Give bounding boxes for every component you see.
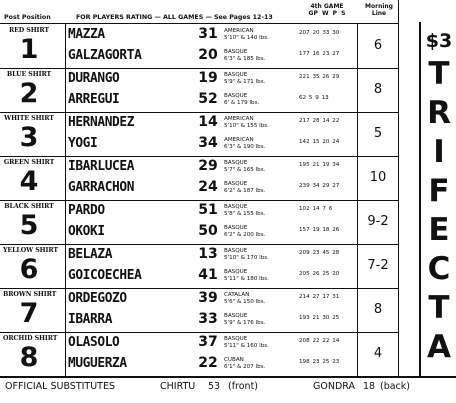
player-name: GARRACHON — [68, 179, 135, 195]
player-origin: BASQUE — [224, 248, 248, 254]
morning-line-odds: 8 — [373, 302, 383, 317]
player-size: 5'10" & 155 lbs. — [224, 123, 269, 129]
official-substitutes-label: OFFICIAL SUBSTITUTES — [5, 381, 116, 392]
post-number: 8 — [19, 342, 39, 373]
header-rule — [0, 23, 398, 24]
morning-line-odds: 8 — [373, 82, 383, 97]
shirt-color-label: BLACK SHIRT — [4, 203, 54, 210]
row-separator — [0, 332, 398, 333]
post-number: 5 — [19, 210, 39, 241]
post-number: 2 — [19, 78, 39, 109]
player-number: 41 — [198, 267, 218, 283]
player-origin: CUBAN — [224, 357, 244, 363]
post-position-8 — [3, 335, 58, 373]
player-stats: 195 21 19 34 — [299, 162, 340, 168]
player-size: 6'2" & 200 lbs. — [224, 232, 266, 238]
trifecta-border-left — [419, 22, 421, 377]
player-origin: BASQUE — [224, 160, 248, 166]
player-origin: AMERICAN — [224, 137, 254, 143]
stats-heading — [297, 3, 357, 17]
player-size: 5'7" & 165 lbs. — [224, 167, 266, 173]
player-stats: 205 26 25 20 — [299, 271, 340, 277]
player-number: 39 — [198, 290, 218, 306]
player-name: DURANGO — [68, 70, 120, 86]
player-size: 5'10" & 140 lbs. — [224, 35, 269, 41]
player-number: 29 — [198, 158, 218, 174]
player-size: 5'11" & 160 lbs. — [224, 343, 269, 349]
player-size: 5'9" & 176 lbs. — [224, 320, 266, 326]
player-stats: 198 23 25 23 — [299, 359, 340, 365]
trifecta-letter: T — [428, 56, 450, 92]
trifecta-letter: T — [428, 290, 450, 326]
player-origin: BASQUE — [224, 269, 248, 275]
post-position-3 — [3, 115, 55, 151]
morning-line-odds: 10 — [369, 170, 387, 185]
player-origin: BASQUE — [224, 181, 248, 187]
player-stats: 102 14 7 6 — [299, 206, 333, 212]
shirt-color-label: BROWN SHIRT — [3, 291, 57, 298]
player-number: 19 — [198, 70, 218, 86]
substitute-2-number: 18 — [363, 381, 376, 392]
player-origin: CATALAN — [224, 292, 250, 298]
post-number: 3 — [19, 122, 39, 153]
player-size: 5'9" & 171 lbs. — [224, 79, 266, 85]
post-number: 6 — [19, 254, 39, 285]
morning-line-odds: 6 — [373, 38, 383, 53]
column-divider-right — [398, 0, 399, 377]
row-separator — [0, 244, 398, 245]
player-name: YOGI — [68, 135, 98, 151]
player-number: 34 — [198, 135, 218, 151]
player-stats: 221 35 26 29 — [299, 74, 340, 80]
row-separator — [0, 288, 398, 289]
player-number: 14 — [198, 114, 218, 130]
player-stats: 209 23 45 28 — [299, 250, 340, 256]
player-number: 33 — [198, 311, 218, 327]
morning-line-odds: 7-2 — [367, 258, 389, 273]
post-position-2 — [3, 71, 55, 107]
row-separator — [0, 200, 398, 201]
player-stats: 142 15 20 24 — [299, 139, 340, 145]
player-name: IBARRA — [68, 311, 113, 327]
trifecta-letter: A — [427, 329, 451, 365]
post-position-5 — [3, 203, 55, 239]
player-origin: BASQUE — [224, 313, 248, 319]
game-label: 4th GAME — [310, 3, 344, 10]
player-number: 31 — [198, 26, 218, 42]
player-size: 6' & 179 lbs. — [224, 100, 260, 106]
substitute-1-name: CHIRTU — [160, 381, 196, 392]
morning-line-odds: 9-2 — [367, 214, 389, 229]
player-name: HERNANDEZ — [68, 114, 135, 130]
player-stats: 214 27 17 31 — [299, 294, 340, 300]
player-number: 50 — [198, 223, 218, 239]
player-name: ORDEGOZO — [68, 290, 127, 306]
player-origin: BASQUE — [224, 49, 248, 55]
player-name: ARREGUI — [68, 91, 120, 107]
ratings-note: FOR PLAYERS RATING — ALL GAMES — See Pages 12-13 — [76, 14, 273, 21]
player-number: 24 — [198, 179, 218, 195]
player-number: 37 — [198, 334, 218, 350]
player-origin: AMERICAN — [224, 28, 254, 34]
player-origin: BASQUE — [224, 72, 248, 78]
post-position-header: Post Position — [4, 14, 51, 21]
player-number: 20 — [198, 47, 218, 63]
post-position-1 — [3, 27, 55, 63]
player-stats: 193 21 30 25 — [299, 315, 340, 321]
player-name: GALZAGORTA — [68, 47, 142, 63]
player-name: OKOKI — [68, 223, 105, 239]
player-size: 6'3" & 185 lbs. — [224, 56, 266, 62]
shirt-color-label: WHITE SHIRT — [4, 115, 54, 122]
morning-line-header: Morning Line — [365, 3, 393, 17]
player-number: 52 — [198, 91, 218, 107]
player-name: OLASOLO — [68, 334, 120, 350]
row-separator — [0, 68, 398, 69]
player-number: 51 — [198, 202, 218, 218]
player-size: 5'6" & 150 lbs. — [224, 299, 266, 305]
player-name: IBARLUCEA — [68, 158, 135, 174]
player-size: 5'11" & 180 lbs. — [224, 276, 269, 282]
substitute-2-name: GONDRA — [313, 381, 355, 392]
player-name: GOICOECHEA — [68, 267, 142, 283]
trifecta-price: $3 — [425, 30, 453, 52]
stats-columns: GP W P S — [308, 10, 346, 17]
player-size: 6'2" & 187 lbs. — [224, 188, 266, 194]
player-stats: 207 20 33 30 — [299, 30, 340, 36]
morning-line-odds: 4 — [373, 346, 383, 361]
trifecta-letter: E — [428, 212, 450, 248]
shirt-color-label: ORCHID SHIRT — [3, 335, 58, 342]
player-origin: BASQUE — [224, 336, 248, 342]
player-origin: AMERICAN — [224, 116, 254, 122]
player-origin: BASQUE — [224, 225, 248, 231]
player-size: 6'1" & 207 lbs. — [224, 364, 266, 370]
post-position-4 — [3, 159, 55, 195]
player-stats: 217 28 14 22 — [299, 118, 340, 124]
player-name: PARDO — [68, 202, 105, 218]
substitute-2-note: (back) — [380, 381, 410, 392]
player-stats: 208 22 22 14 — [299, 338, 340, 344]
player-size: 5'8" & 155 lbs. — [224, 211, 266, 217]
player-size: 5'10" & 170 lbs. — [224, 255, 269, 261]
trifecta-letter: I — [433, 134, 445, 170]
substitute-1-note: (front) — [228, 381, 259, 392]
player-stats: 62 5 9 13 — [299, 95, 329, 101]
player-origin: BASQUE — [224, 93, 248, 99]
player-name: MAZZA — [68, 26, 105, 42]
player-origin: BASQUE — [224, 204, 248, 210]
player-size: 6'3" & 190 lbs. — [224, 144, 266, 150]
player-name: BELAZA — [68, 246, 113, 262]
row-separator — [0, 112, 398, 113]
trifecta-letter: R — [427, 95, 451, 131]
shirt-color-label: RED SHIRT — [8, 27, 50, 34]
trifecta-letter: F — [428, 173, 450, 209]
player-stats: 177 16 23 27 — [299, 51, 340, 57]
shirt-color-label: BLUE SHIRT — [6, 71, 52, 78]
morning-line-odds: 5 — [373, 126, 383, 141]
post-position-6 — [3, 247, 58, 285]
trifecta-letter: C — [427, 251, 451, 287]
footer-rule — [0, 376, 456, 378]
player-stats: 157 19 18 26 — [299, 227, 340, 233]
player-number: 13 — [198, 246, 218, 262]
player-number: 22 — [198, 355, 218, 371]
post-position-7 — [3, 291, 55, 327]
post-number: 1 — [19, 34, 39, 65]
post-number: 7 — [19, 298, 39, 329]
post-number: 4 — [19, 166, 39, 197]
player-stats: 239 34 29 27 — [299, 183, 340, 189]
shirt-color-label: YELLOW SHIRT — [3, 247, 58, 254]
player-name: MUGUERZA — [68, 355, 127, 371]
shirt-color-label: GREEN SHIRT — [3, 159, 55, 166]
substitute-1-number: 53 — [208, 381, 221, 392]
row-separator — [0, 156, 398, 157]
